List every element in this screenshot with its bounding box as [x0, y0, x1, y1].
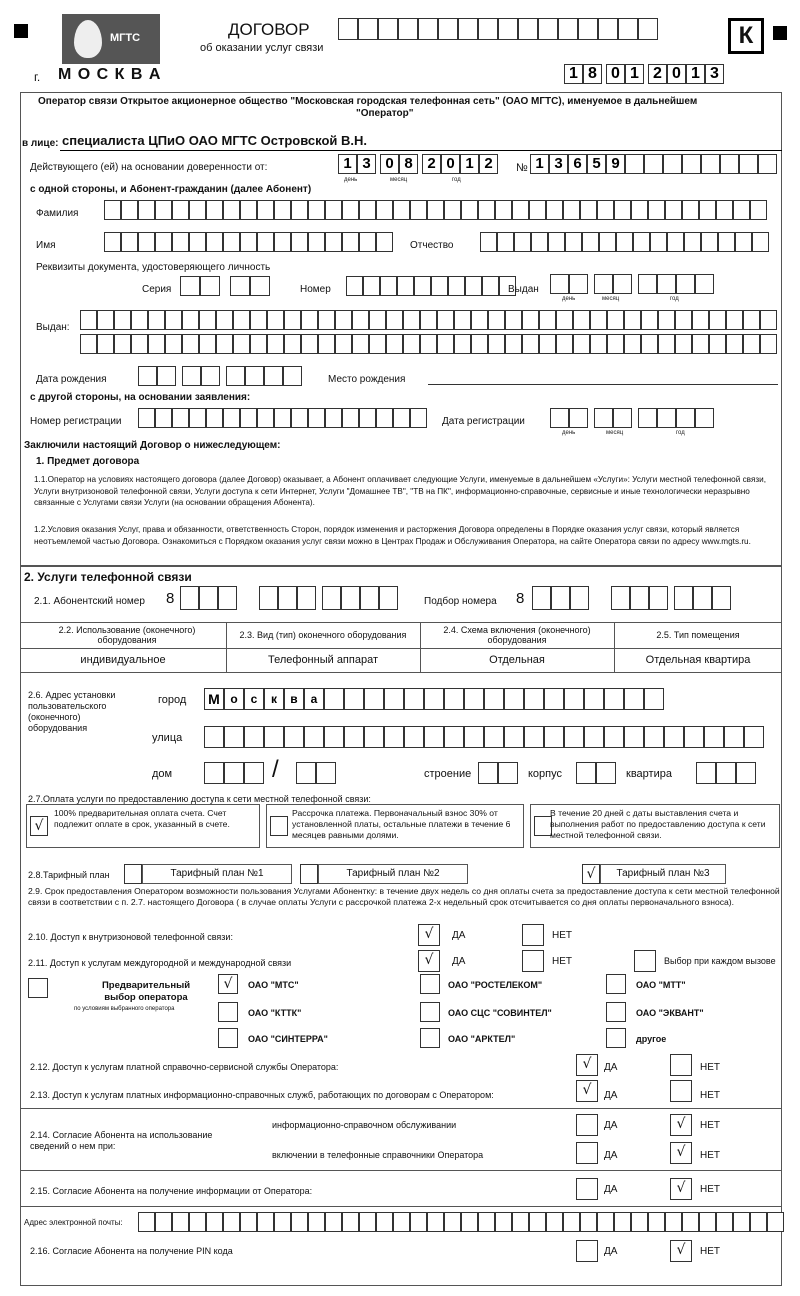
logo-text: МГТС: [110, 32, 141, 44]
patronymic-label: Отчество: [410, 240, 454, 251]
operator-sovintel-label: ОАО СЦС "СОВИНТЕЛ": [448, 1008, 552, 1018]
preselection-check[interactable]: [28, 978, 48, 998]
equipment-type-header: 2.3. Вид (тип) оконечного оборудования: [239, 630, 407, 640]
email-label: Адрес электронной почты:: [24, 1218, 123, 1227]
consent-info-a-yes-check[interactable]: [576, 1114, 598, 1136]
service-term-text: 2.9. Срок предоставления Оператором возможности пользования Услугами Абонентку: в течение двух недель со дня оплаты счета за предоставление доступа к сети местной телефонной связи в соответствии с п. 2.7. настоящего Договора ( в случае оплаты Услуги с рассрочкой платежа 2-х недельный срок отсчитывается со дня оплаты первоначального взноса).: [28, 886, 780, 907]
birth-date-cells[interactable]: [138, 366, 302, 386]
equipment-col-divider: [226, 622, 227, 672]
each-call-label: Выбор при каждом вызове: [664, 956, 776, 966]
consent-info-a-yes-label: ДА: [604, 1120, 618, 1131]
city-cells[interactable]: [204, 688, 664, 710]
equipment-use-value: индивидуальное: [80, 654, 166, 666]
street-label: улица: [152, 732, 183, 744]
proxy-date-digit: 1: [460, 154, 479, 174]
city-letter: а: [304, 688, 324, 710]
year-caption: год: [676, 430, 685, 436]
number-sign: №: [516, 162, 528, 174]
payment-heading: 2.7.Оплата услуги по предоставлению доступа к сети местной телефонной связи:: [28, 794, 371, 804]
intrazone-yes-check[interactable]: √: [418, 924, 440, 946]
payment-option-1-text: 100% предварительная оплата счета. Счет подлежит оплате в срок, указанный в счете.: [54, 808, 230, 829]
consent-info-a-no-check[interactable]: √: [670, 1114, 692, 1136]
pin-no-label: НЕТ: [700, 1246, 720, 1257]
section-divider: [20, 1108, 782, 1109]
header-code-cells: [338, 18, 658, 40]
room-type-header: 2.5. Тип помещения: [656, 630, 740, 640]
patronymic-cells[interactable]: [480, 232, 769, 252]
longdistance-no-check[interactable]: [522, 950, 544, 972]
proxy-date-digit: 3: [357, 154, 376, 174]
paragraph-1-1: 1.1.Оператор на условиях настоящего договора (далее Договор) оказывает, а Абонент оплачивает следующие Услуги, именуемые в дальнейшем «Услуги»: Услуги местной телефонной связи, Услуги внутризоновой телефонной связи, Услуги доступа к сети Интернет, Услуги "Домашнее ТВ", "ТВ на ПК", информационно-справочные, сервисные и иные технологически неразрывно связанные с Услугами связи Услуги (на основании обращения Абонента).: [34, 475, 766, 507]
equipment-col-divider: [420, 622, 421, 672]
operator-sovintel-check[interactable]: [420, 1002, 440, 1022]
paid-info-no-label: НЕТ: [700, 1062, 720, 1073]
issued-date-cells[interactable]: [550, 274, 714, 294]
reg-date-cells[interactable]: [550, 408, 714, 428]
operator-other-label: другое: [636, 1034, 667, 1044]
tariff-1-label: Тарифный план №1: [170, 868, 264, 879]
operator-info-no-check[interactable]: √: [670, 1178, 692, 1200]
name-label: Имя: [36, 240, 56, 251]
number-select-label: Подбор номера: [424, 596, 497, 607]
proxy-date: [338, 154, 498, 174]
subject-heading: 1. Предмет договора: [36, 456, 140, 467]
operator-mts-label: ОАО "МТС": [248, 980, 299, 990]
paid-reference-label: 2.13. Доступ к услугам платных информационно-справочных служб, работающих по договорам с Оператором:: [30, 1090, 494, 1100]
proxy-number-digit: 9: [606, 154, 625, 174]
proxy-number-digit: 3: [549, 154, 568, 174]
series-label: Серия: [142, 284, 172, 295]
room-type-value: Отдельная квартира: [645, 654, 751, 666]
preselection-subtitle: по условиям выбранного оператора: [74, 1006, 175, 1012]
day-caption: день: [562, 296, 576, 302]
intrazone-label: 2.10. Доступ к внутризоновой телефонной связи:: [28, 932, 233, 942]
operator-text: Оператор связи Открытое акционерное общество "Московская городская телефонная сеть" (ОАО МГТС), именуемое в дальнейшем: [38, 96, 698, 107]
services-frame: [20, 566, 782, 1286]
city-field-label: город: [158, 694, 187, 706]
consent-info-a-no-label: НЕТ: [700, 1120, 720, 1131]
in-person-value: специалиста ЦПиО ОАО МГТС Островской В.Н.: [62, 133, 368, 148]
one-side-text: с одной стороны, и Абонент-гражданин (далее Абонент): [30, 184, 312, 195]
date-digit: 2: [648, 64, 667, 84]
email-cells[interactable]: [138, 1212, 784, 1232]
document-label: Реквизиты документа, удостоверяющего личность: [36, 262, 271, 273]
proxy-date-digit: 0: [380, 154, 399, 174]
slash: /: [272, 756, 279, 783]
reg-number-label: Номер регистрации: [30, 416, 122, 427]
operator-synterra-check[interactable]: [218, 1028, 238, 1048]
operator-synterra-label: ОАО "СИНТЕРРА": [248, 1034, 328, 1044]
proxy-number-digit: 1: [530, 154, 549, 174]
intrazone-yes-label: ДА: [452, 930, 466, 941]
proxy-date-digit: 8: [399, 154, 418, 174]
day-caption: день: [344, 177, 358, 183]
reg-number-cells[interactable]: [138, 408, 427, 428]
date-digit: 8: [583, 64, 602, 84]
contract-title: ДОГОВОР: [228, 20, 310, 39]
installation-address-label: 2.6. Адрес установки пользовательского (оконечного) оборудования: [28, 690, 116, 733]
number-select-cells[interactable]: [532, 586, 731, 610]
contract-type-badge: К: [728, 18, 764, 54]
block-label: корпус: [528, 768, 563, 780]
year-caption: год: [452, 177, 461, 183]
equipment-scheme-value: Отдельная: [489, 654, 545, 666]
operator-equant-label: ОАО "ЭКВАНТ": [636, 1008, 704, 1018]
proxy-number-digit: 5: [587, 154, 606, 174]
paid-info-yes-check[interactable]: √: [576, 1054, 598, 1076]
equipment-col-divider: [614, 622, 615, 672]
equipment-type-value: Телефонный аппарат: [268, 654, 378, 666]
select-prefix: 8: [516, 590, 525, 607]
birth-date-label: Дата рождения: [36, 374, 107, 385]
corner-mark-right: [773, 26, 787, 40]
operator-info-yes-label: ДА: [604, 1184, 618, 1195]
payment-option-2-check[interactable]: [270, 816, 288, 836]
house-cells[interactable]: [204, 762, 264, 784]
operator-arktel-label: ОАО "АРКТЕЛ": [448, 1034, 516, 1044]
month-caption: месяц: [606, 430, 624, 436]
operator-info-no-label: НЕТ: [700, 1184, 720, 1195]
proxy-number-digit: 6: [568, 154, 587, 174]
proxy-number: [530, 154, 777, 174]
contract-date: [564, 64, 724, 84]
surname-label: Фамилия: [36, 208, 79, 219]
subscriber-number-cells[interactable]: [180, 586, 398, 610]
operator-arktel-check[interactable]: [420, 1028, 440, 1048]
longdistance-yes-label: ДА: [452, 956, 466, 967]
tariff-3-label: Тарифный план №3: [616, 868, 710, 879]
equipment-scheme-header: 2.4. Схема включения (оконечного) оборудования: [443, 625, 591, 645]
city-letter: М: [204, 688, 224, 710]
city-letter: в: [284, 688, 304, 710]
issued-label: Выдан: [508, 284, 539, 295]
operator-kttk-check[interactable]: [218, 1002, 238, 1022]
series-cells[interactable]: [180, 276, 270, 296]
payment-option-3-text: В течение 20 дней с даты выставления счета и выполнения работ по предоставлению доступа к сети местной телефонной связи.: [550, 808, 766, 840]
longdistance-no-label: НЕТ: [552, 956, 572, 967]
proxy-date-digit: 0: [441, 154, 460, 174]
pin-consent-label: 2.16. Согласие Абонента на получение PIN кода: [30, 1246, 233, 1256]
date-digit: 1: [625, 64, 644, 84]
acting-label: Действующего (ей) на основании доверенности от:: [30, 162, 268, 173]
equipment-table-bottom: [20, 672, 782, 673]
paid-info-service-label: 2.12. Доступ к услугам платной справочно-сервисной службы Оператора:: [30, 1062, 339, 1072]
building-cells[interactable]: [478, 762, 518, 784]
block-cells[interactable]: [576, 762, 616, 784]
consent-info-b-yes-label: ДА: [604, 1150, 618, 1161]
egg-icon: [74, 20, 102, 58]
issued-by-cells-2[interactable]: [80, 334, 777, 354]
longdistance-yes-check[interactable]: √: [418, 950, 440, 972]
operator-other-check[interactable]: [606, 1028, 626, 1048]
paid-info-no-check[interactable]: [670, 1054, 692, 1076]
tariff-2-label: Тарифный план №2: [346, 868, 440, 879]
equipment-use-header: 2.2. Использование (оконечного) оборудования: [58, 625, 196, 645]
consent-info-b-yes-check[interactable]: [576, 1142, 598, 1164]
preselection-title: Предварительный выбор оператора: [101, 980, 191, 1003]
consent-info-a-label: информационно-справочном обслуживании: [272, 1120, 457, 1130]
date-digit: 1: [564, 64, 583, 84]
name-cells[interactable]: [104, 232, 393, 252]
section-divider: [20, 1170, 782, 1171]
operator-alias: "Оператор": [356, 108, 414, 119]
operator-mts-check[interactable]: √: [218, 974, 238, 994]
number-prefix: 8: [166, 590, 175, 607]
in-person-underline: [60, 150, 782, 151]
apartment-cells[interactable]: [696, 762, 756, 784]
issued-by-label: Выдан:: [36, 322, 70, 333]
date-digit: 3: [705, 64, 724, 84]
month-caption: месяц: [602, 296, 620, 302]
contract-subtitle: об оказании услуг связи: [200, 42, 324, 54]
longdistance-label: 2.11. Доступ к услугам междугородной и международной связи: [28, 958, 292, 968]
payment-option-1-check[interactable]: √: [30, 816, 48, 836]
city-label: г.: [34, 70, 41, 84]
reg-date-label: Дата регистрации: [442, 416, 525, 427]
intrazone-no-check[interactable]: [522, 924, 544, 946]
operator-info-yes-check[interactable]: [576, 1178, 598, 1200]
operator-mtt-label: ОАО "МТТ": [636, 980, 686, 990]
city-letter: о: [224, 688, 244, 710]
issued-by-cells-1[interactable]: [80, 310, 777, 330]
tariff-1-check[interactable]: [124, 864, 142, 884]
operator-kttk-label: ОАО "КТТК": [248, 1008, 302, 1018]
paid-info-yes-label: ДА: [604, 1062, 618, 1073]
each-call-check[interactable]: [634, 950, 656, 972]
operator-rt-check[interactable]: [420, 974, 440, 994]
house-fraction-cells[interactable]: [296, 762, 336, 784]
consent-info-label: 2.14. Согласие Абонента на использование сведений о нем при:: [30, 1130, 213, 1151]
paid-reference-yes-check[interactable]: √: [576, 1080, 598, 1102]
operator-mtt-check[interactable]: [606, 974, 626, 994]
tariff-2-check[interactable]: [300, 864, 318, 884]
month-caption: месяц: [390, 177, 408, 183]
birth-place-label: Место рождения: [328, 374, 406, 385]
operator-rt-label: ОАО "РОСТЕЛЕКОМ": [448, 980, 543, 990]
year-caption: год: [670, 296, 679, 302]
number-label: Номер: [300, 284, 331, 295]
apartment-label: квартира: [626, 768, 672, 780]
day-caption: день: [562, 430, 576, 436]
city-name: М О С К В А: [58, 66, 162, 83]
pin-yes-check[interactable]: [576, 1240, 598, 1262]
pin-yes-label: ДА: [604, 1246, 618, 1257]
paid-reference-no-label: НЕТ: [700, 1090, 720, 1101]
date-digit: 0: [606, 64, 625, 84]
equipment-table-mid: [20, 648, 782, 649]
consent-info-b-no-check[interactable]: √: [670, 1142, 692, 1164]
subscriber-number-label: 2.1. Абонентский номер: [34, 596, 145, 607]
operator-info-consent-label: 2.15. Согласие Абонента на получение информации от Оператора:: [30, 1186, 313, 1196]
proxy-date-digit: 2: [479, 154, 498, 174]
proxy-date-digit: 2: [422, 154, 441, 174]
birth-place-line: [428, 384, 778, 385]
corner-mark-left: [14, 24, 28, 38]
section-divider: [20, 1206, 782, 1207]
intrazone-no-label: НЕТ: [552, 930, 572, 941]
equipment-table-top: [20, 622, 782, 623]
tariff-3-check[interactable]: √: [582, 864, 600, 884]
date-digit: 1: [686, 64, 705, 84]
surname-cells[interactable]: [104, 200, 767, 220]
phone-services-heading: 2. Услуги телефонной связи: [24, 570, 192, 584]
concluded-text: Заключили настоящий Договор о нижеследующем:: [24, 440, 281, 451]
number-cells[interactable]: [346, 276, 516, 296]
city-letter: с: [244, 688, 264, 710]
paid-reference-no-check[interactable]: [670, 1080, 692, 1102]
building-label: строение: [424, 768, 472, 780]
tariff-label: 2.8.Тарифный план: [28, 870, 110, 880]
other-side-text: с другой стороны, на основании заявления:: [30, 392, 251, 403]
payment-option-2-text: Рассрочка платежа. Первоначальный взнос 30% от установленной платы, остальные платежи в течение 6 месяцев равными долями.: [292, 808, 511, 840]
city-letter: к: [264, 688, 284, 710]
street-cells[interactable]: [204, 726, 764, 748]
operator-equant-check[interactable]: [606, 1002, 626, 1022]
paid-reference-yes-label: ДА: [604, 1090, 618, 1101]
consent-info-b-label: включении в телефонные справочники Оператора: [272, 1150, 484, 1160]
paragraph-1-2: 1.2.Условия оказания Услуг, права и обязанности, ответственность Сторон, порядок изменения и расторжения Договора определены в Порядке оказания услуг связи, который является неотъемлемой частью Договора. Ознакомиться с Порядком оказания услуг связи можно в Центрах Продаж и Обслуживания Оператора, на сайте Оператора связи по адресу www.mgts.ru.: [34, 525, 751, 546]
pin-no-check[interactable]: √: [670, 1240, 692, 1262]
proxy-date-digit: 1: [338, 154, 357, 174]
consent-info-b-no-label: НЕТ: [700, 1150, 720, 1161]
house-label: дом: [152, 768, 173, 780]
in-person-label: в лице:: [22, 138, 59, 149]
mgts-logo: [62, 14, 160, 64]
date-digit: 0: [667, 64, 686, 84]
